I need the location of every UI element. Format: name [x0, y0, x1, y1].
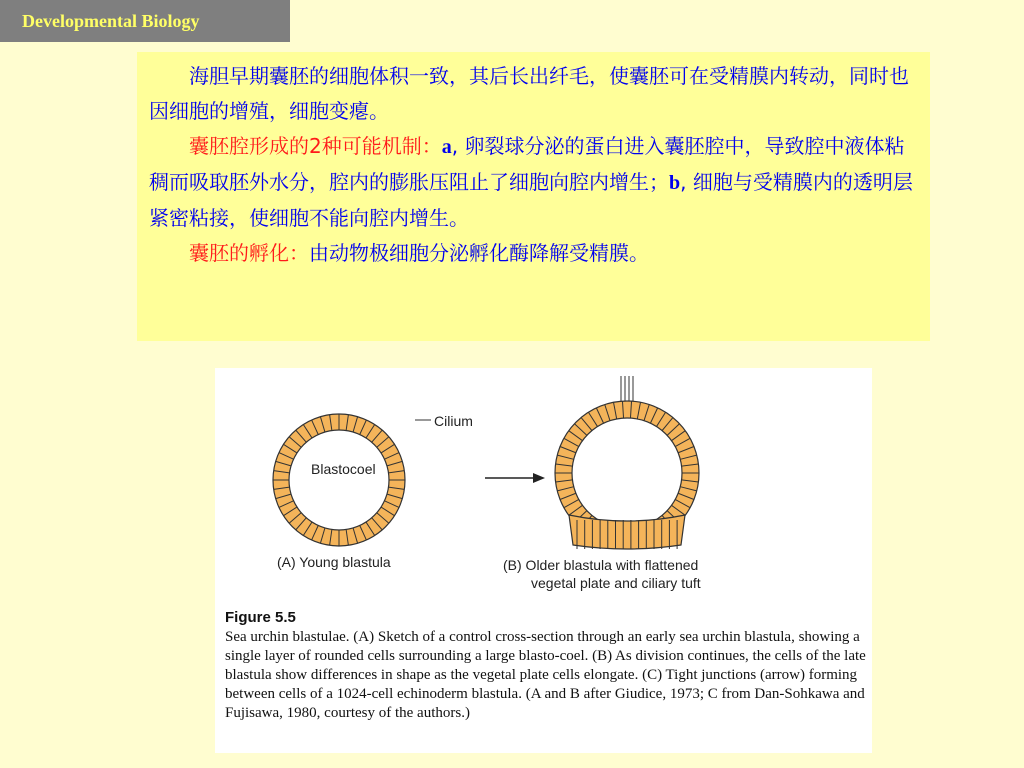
young-blastula-inner-edge [289, 430, 389, 530]
text-panel [137, 52, 930, 341]
mechanisms-heading: 囊胚腔形成的2种可能机制： [189, 134, 442, 158]
blastula-figure [215, 368, 872, 753]
caption-older-blastula [503, 556, 701, 592]
cilium-label: Cilium [434, 413, 473, 429]
mechanism-b-marker: b [669, 172, 681, 194]
older-blastula-drawing [547, 376, 707, 555]
older-blastula-inner-edge [572, 418, 682, 528]
figure-title: Figure 5.5 [225, 609, 296, 626]
caption-older-blastula-line2: vegetal plate and ciliary tuft [531, 575, 701, 591]
mechanism-a-text: , 卵裂球分泌的蛋白进入囊胚腔中，导致腔中液体粘稠而吸取胚外水分，腔内的膨胀压阻止了细胞向腔内增生； [149, 134, 905, 194]
mechanism-b-text: , 细胞与受精膜内的透明层紧密粘接，使细胞不能向腔内增生。 [149, 170, 913, 230]
hatching-text: 由动物极细胞分泌孵化酶降解受精膜。 [309, 241, 649, 265]
paragraph-blastocoel-mechanisms [149, 129, 918, 236]
hatching-heading: 囊胚的孵化： [189, 241, 309, 265]
caption-older-blastula-line1: (B) Older blastula with flattened [503, 557, 699, 573]
transition-arrow-head [533, 473, 545, 483]
blastocoel-label: Blastocoel [311, 461, 376, 477]
paragraph-hatching [149, 236, 918, 271]
paragraph-early-blastula: 海胆早期囊胚的细胞体积一致，其后长出纤毛，使囊胚可在受精膜内转动，同时也因细胞的增殖，细胞变瘪。 [149, 64, 909, 123]
caption-young-blastula: (A) Young blastula [277, 554, 391, 570]
course-title-tag: Developmental Biology [0, 0, 290, 42]
figure-caption: Sea urchin blastulae. (A) Sketch of a control cross-section through an early sea urchin blastula, showing a single layer of rounded cells surrounding a large blasto-coel. (B) As division continues, the cells of the late blastula show differences in shape as the vegetal plate cells elongate. (C) Tight junctions (arrow) forming between cells of a 1024-cell echinoderm blastula. (A and B after Giudice, 1973; C from Dan-Sohkawa and Fujisawa, 1980, courtesy of the authors.) [225, 629, 866, 721]
young-blastula-drawing [273, 414, 405, 546]
mechanism-a-marker: a [441, 136, 452, 158]
